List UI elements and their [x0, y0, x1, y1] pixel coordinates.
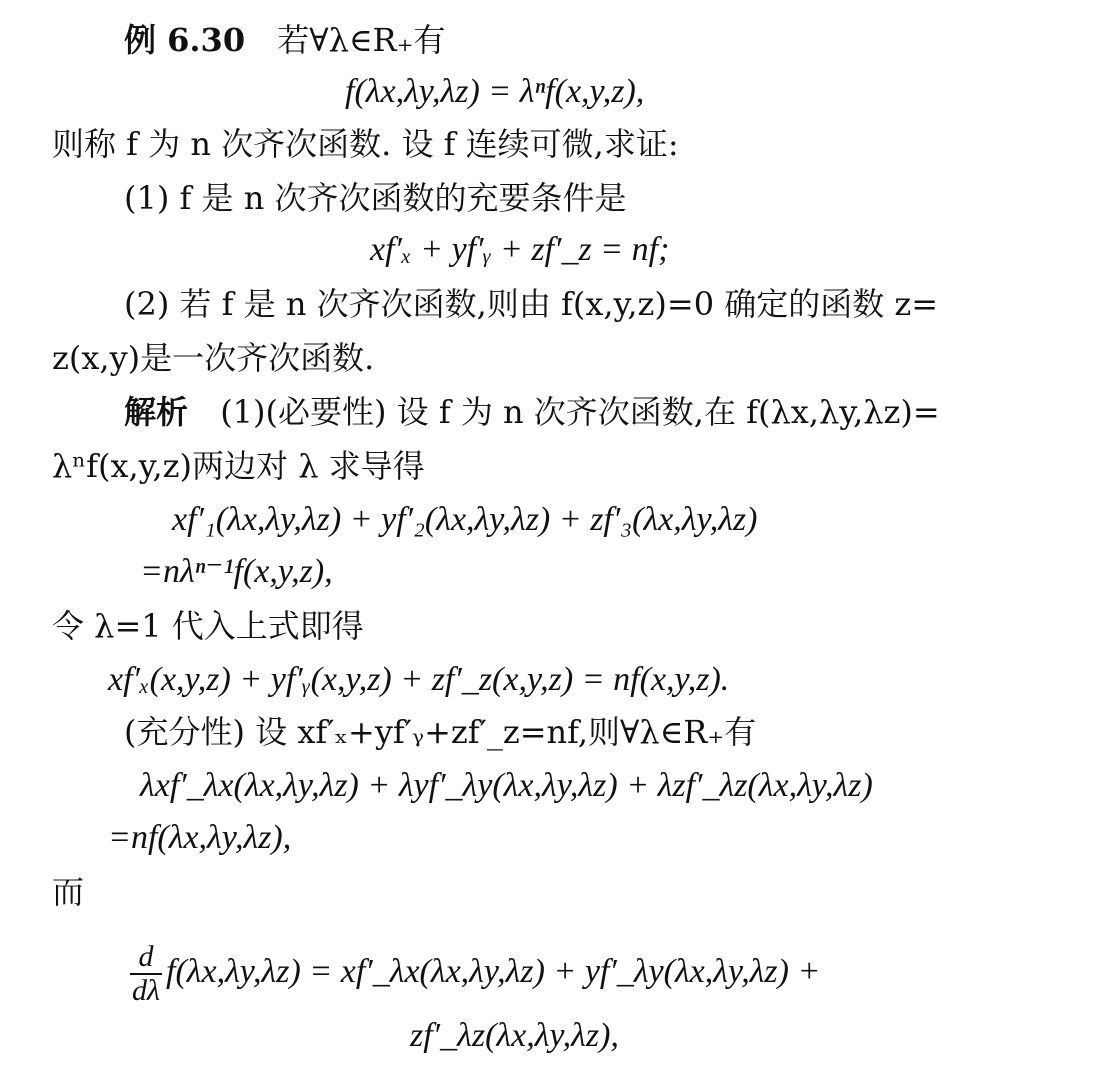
example-header: [124, 20, 446, 60]
solution-line1: [124, 392, 940, 432]
solution-line2: λⁿf(x,y,z)两边对 λ 求导得: [52, 447, 425, 485]
solution-label: 解析: [124, 393, 189, 431]
part2-line1: (2) 若 f 是 n 次齐次函数,则由 f(x,y,z)=0 确定的函数 z=: [124, 285, 939, 323]
euler-result-eq: xf′ₓ(x,y,z) + yf′ᵧ(x,y,z) + zf′_z(x,y,z) = nf(x,y,z).: [108, 661, 730, 698]
example-statement: 若∀λ∈R₊有: [277, 21, 446, 59]
scaled-eq-line1: λxf′_λx(λx,λy,λz) + λyf′_λy(λx,λy,λz) + λzf′_λz(λx,λy,λz): [140, 767, 873, 804]
definition-text: 则称 f 为 n 次齐次函数. 设 f 连续可微,求证:: [52, 125, 679, 163]
scaled-eq-line2: =nf(λx,λy,λz),: [108, 819, 292, 856]
fraction-numerator: d: [130, 941, 162, 975]
part2-line2: z(x,y)是一次齐次函数.: [52, 339, 375, 377]
substitution-text: 令 λ=1 代入上式即得: [52, 607, 364, 645]
chain-rule-eq-line1: [130, 936, 820, 1008]
while-text: 而: [52, 873, 85, 911]
euler-formula: xf′ₓ + yf′ᵧ + zf′_z = nf;: [370, 231, 670, 268]
derivative-eq1-line2: =nλⁿ⁻¹f(x,y,z),: [140, 553, 333, 590]
sufficiency-text: (充分性) 设 xf′ₓ+yf′ᵧ+zf′_z=nf,则∀λ∈R₊有: [124, 713, 757, 751]
homogeneous-formula: f(λx,λy,λz) = λⁿf(x,y,z),: [345, 73, 645, 110]
part1-text: (1) f 是 n 次齐次函数的充要条件是: [124, 179, 627, 217]
chain-rule-eq-line2: zf′_λz(λx,λy,λz),: [410, 1017, 619, 1054]
derivative-fraction: [130, 941, 162, 1007]
fraction-denominator: dλ: [132, 974, 160, 1008]
derivative-eq1-line1: xf′₁(λx,λy,λz) + yf′₂(λx,λy,λz) + zf′₃(λx,λy,λz): [172, 501, 758, 538]
example-label: 例 6.30: [124, 21, 246, 59]
chain-rule-expression: f(λx,λy,λz) = xf′_λx(λx,λy,λz) + yf′_λy(λx,λy,λz) +: [166, 953, 821, 990]
solution-necessity: (1)(必要性) 设 f 为 n 次齐次函数,在 f(λx,λy,λz)=: [220, 393, 940, 431]
